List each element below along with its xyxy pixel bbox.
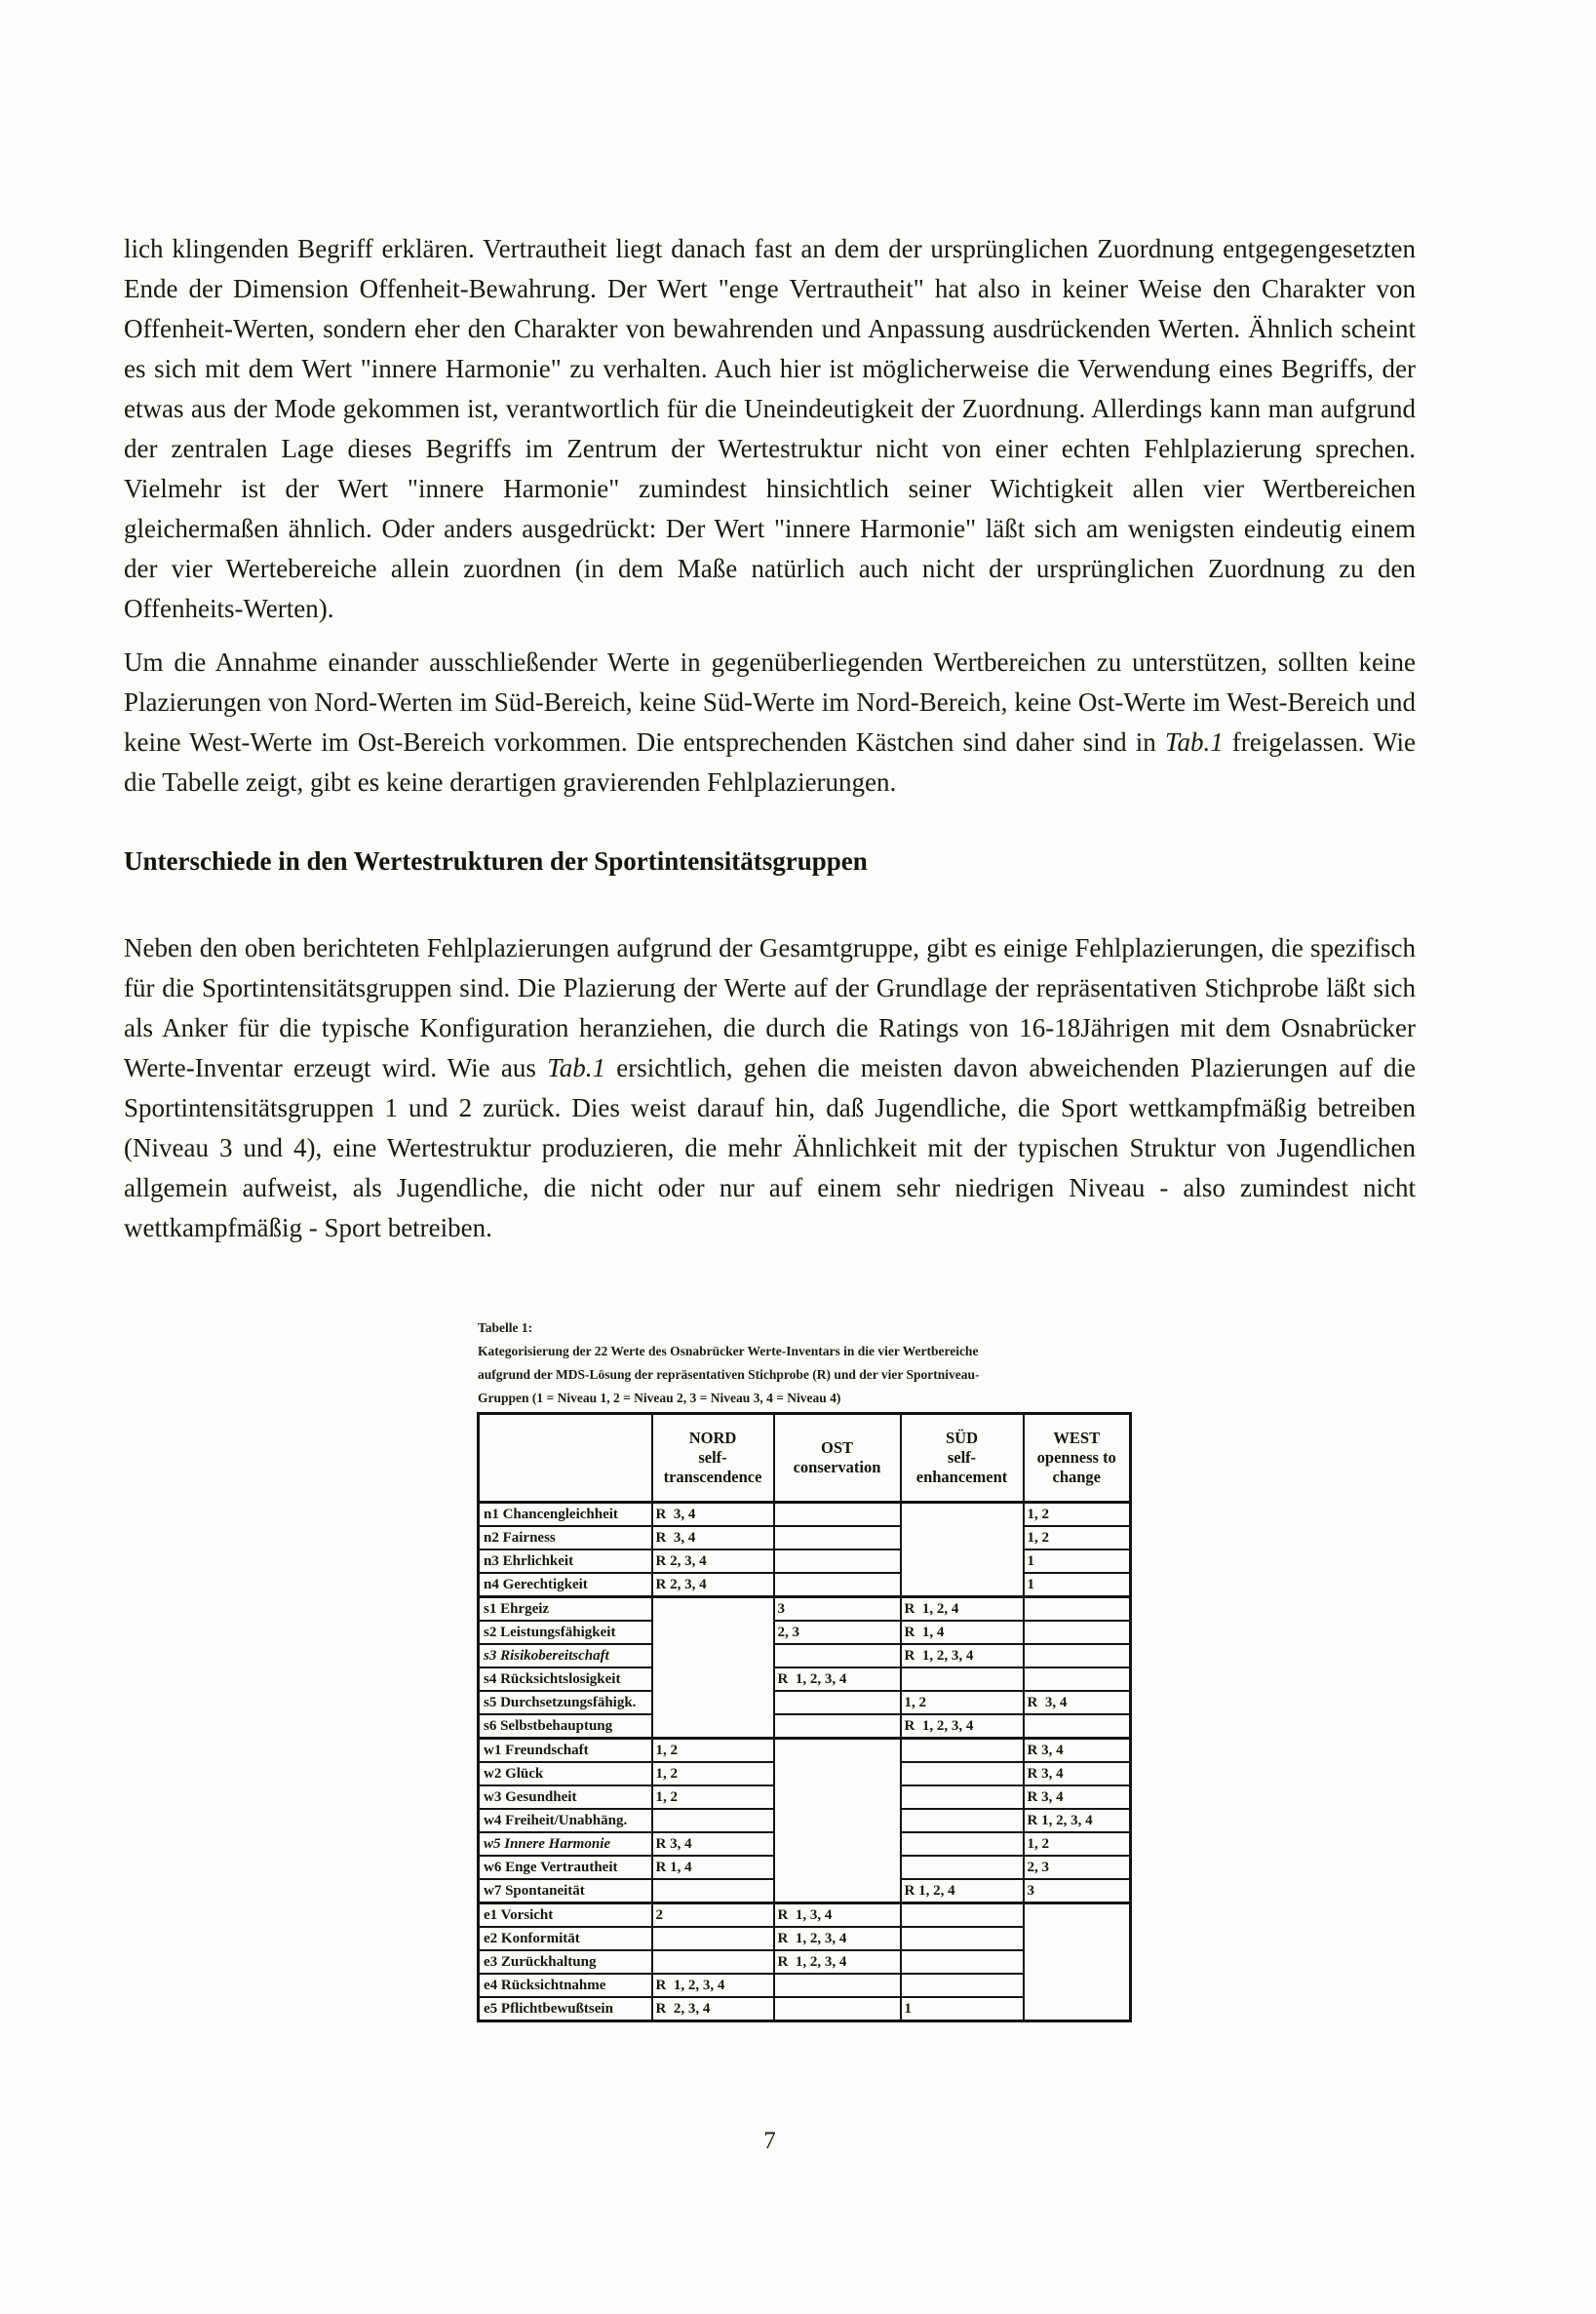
row-label: n2 Fairness	[479, 1526, 652, 1549]
column-header-line: enhancement	[915, 1468, 1008, 1486]
table-row	[479, 1644, 1131, 1667]
row-label: w2 Glück	[479, 1762, 652, 1785]
cell-west: R 1, 2, 3, 4	[1024, 1809, 1131, 1832]
cell-nord-freed	[652, 1621, 774, 1644]
row-label: w3 Gesundheit	[479, 1785, 652, 1809]
cell-ost: R 1, 2, 3, 4	[774, 1927, 901, 1950]
cell-sued-freed	[901, 1503, 1024, 1527]
cell-sued: R 1, 2, 3, 4	[901, 1714, 1024, 1739]
table-row	[479, 1903, 1131, 1928]
table-row	[479, 1503, 1131, 1527]
column-header-line: conservation	[793, 1458, 881, 1476]
row-label: e3 Zurückhaltung	[479, 1950, 652, 1974]
cell-west-freed	[1024, 1997, 1131, 2021]
cell-sued: R 1, 2, 4	[901, 1597, 1024, 1622]
row-label: s2 Leistungsfähigkeit	[479, 1621, 652, 1644]
table-reference: Tab.1	[547, 1053, 606, 1082]
table-row	[479, 1856, 1131, 1879]
table-caption-label: Tabelle 1:	[478, 1320, 533, 1335]
table-row	[479, 1597, 1131, 1622]
cell-west: 2, 3	[1024, 1856, 1131, 1879]
cell-ost: R 1, 2, 3, 4	[774, 1950, 901, 1974]
column-header-line: NORD	[688, 1429, 737, 1447]
cell-ost-freed	[774, 1762, 901, 1785]
table-row	[479, 1879, 1131, 1903]
cell-nord: 1, 2	[652, 1739, 774, 1763]
column-header-ost	[774, 1414, 901, 1503]
row-label: e1 Vorsicht	[479, 1903, 652, 1928]
cell-ost	[774, 1549, 901, 1573]
row-label: e2 Konformität	[479, 1927, 652, 1950]
cell-west-freed	[1024, 1927, 1131, 1950]
cell-sued-freed	[901, 1526, 1024, 1549]
row-label: s6 Selbstbehauptung	[479, 1714, 652, 1739]
table-row	[479, 1974, 1131, 1997]
paragraph-2-text-after: freigelassen. Wie die Tabelle zeigt, gibt es keine derartigen gravierenden Fehlplazierungen.	[124, 727, 1417, 797]
page-number: 7	[763, 2128, 776, 2154]
cell-ost-freed	[774, 1832, 901, 1856]
column-header-line: OST	[820, 1438, 854, 1457]
cell-nord	[652, 1879, 774, 1903]
table-row	[479, 1785, 1131, 1809]
row-label: s1 Ehrgeiz	[479, 1597, 652, 1622]
table-caption-line: aufgrund der MDS-Lösung der repräsentativen Stichprobe (R) und der vier Sportniveau-	[478, 1367, 980, 1382]
table-row	[479, 1667, 1131, 1691]
column-header-line: WEST	[1053, 1429, 1101, 1447]
cell-ost-freed	[774, 1809, 901, 1832]
cell-sued: R 1, 4	[901, 1621, 1024, 1644]
cell-nord: R 2, 3, 4	[652, 1549, 774, 1573]
cell-west: 1	[1024, 1573, 1131, 1597]
column-header-line: self-	[698, 1448, 727, 1467]
cell-nord	[652, 1950, 774, 1974]
cell-ost: 2, 3	[774, 1621, 901, 1644]
cell-west: 3	[1024, 1879, 1131, 1903]
column-header-nord	[652, 1414, 774, 1503]
cell-west-freed	[1024, 1903, 1131, 1928]
cell-west	[1024, 1667, 1131, 1691]
cell-sued-freed	[901, 1549, 1024, 1573]
row-label: w4 Freiheit/Unabhäng.	[479, 1809, 652, 1832]
body-paragraph-1: lich klingenden Begriff erklären. Vertrautheit liegt danach fast an dem der ursprünglichen Zuordnung entgegengesetzten Ende der Dimension Offenheit-Bewahrung. Der Wert "enge Vertrautheit" hat also in keiner Weise den Charakter von Offenheit-Werten, sondern eher den Charakter von bewahrenden und Anpassung ausdrückenden Werten. Ähnlich scheint es sich mit dem Wert "innere Harmonie" zu verhalten. Auch hier ist möglicherweise die Verwendung eines Begriffs, der etwas aus der Mode gekommen ist, verantwortlich für die Uneindeutigkeit der Zuordnung. Allerdings kann man aufgrund der zentralen Lage dieses Begriffs im Zentrum der Wertestruktur nicht von einer echten Fehlplazierung sprechen. Vielmehr ist der Wert "innere Harmonie" zumindest hinsichtlich seiner Wichtigkeit allen vier Wertbereichen gleichermaßen ähnlich. Oder anders ausgedrückt: Der Wert "innere Harmonie" läßt sich am wenigsten eindeutig einem der vier Wertebereiche allein zuordnen (in dem Maße natürlich auch nicht der ursprünglichen Zuordnung zu den Offenheits-Werten).	[124, 234, 1416, 623]
cell-sued: R 1, 2, 4	[901, 1879, 1024, 1903]
cell-ost	[774, 1974, 901, 1997]
row-label: s3 Risikobereitschaft	[479, 1644, 652, 1667]
cell-ost	[774, 1691, 901, 1714]
cell-nord: R 1, 4	[652, 1856, 774, 1879]
cell-west-freed	[1024, 1974, 1131, 1997]
body-paragraph-2	[124, 643, 1416, 803]
cell-nord: R 2, 3, 4	[652, 1997, 774, 2021]
column-header-west	[1024, 1414, 1131, 1503]
row-label: w5 Innere Harmonie	[479, 1832, 652, 1856]
cell-sued	[901, 1903, 1024, 1928]
cell-ost	[774, 1526, 901, 1549]
cell-west: 1, 2	[1024, 1832, 1131, 1856]
cell-sued	[901, 1974, 1024, 1997]
table-row	[479, 1714, 1131, 1739]
table-row	[479, 1573, 1131, 1597]
cell-nord-freed	[652, 1597, 774, 1622]
section-heading: Unterschiede in den Wertestrukturen der Sportintensitätsgruppen	[124, 846, 868, 877]
cell-sued	[901, 1667, 1024, 1691]
table-reference: Tab.1	[1164, 727, 1224, 757]
values-table	[477, 1412, 1132, 2022]
row-label: n3 Ehrlichkeit	[479, 1549, 652, 1573]
table-row	[479, 1809, 1131, 1832]
paragraph-3-text: Neben den oben berichteten Fehlplazierungen aufgrund der Gesamtgruppe, gibt es einige Fehlplazierungen, die spezifisch für die Sportintensitätsgruppen sind. Die Plazierung der Werte auf der Grundlage der repräsentativen Stichprobe läßt sich als Anker für die typische Konfiguration heranziehen, die durch die Ratings von 16-18Jährigen mit dem Osnabrücker Werte-Inventar erzeugt wird. Wie aus	[124, 933, 1416, 1082]
cell-sued	[901, 1832, 1024, 1856]
cell-west-freed	[1024, 1950, 1131, 1974]
body-paragraph-3	[124, 928, 1416, 1248]
cell-nord-freed	[652, 1691, 774, 1714]
cell-west	[1024, 1714, 1131, 1739]
values-table-wrapper	[477, 1412, 1132, 2022]
table-row	[479, 1621, 1131, 1644]
cell-ost-freed	[774, 1785, 901, 1809]
column-header-line: transcendence	[663, 1468, 762, 1486]
cell-nord-freed	[652, 1644, 774, 1667]
cell-nord: R 3, 4	[652, 1526, 774, 1549]
cell-ost: R 1, 3, 4	[774, 1903, 901, 1928]
row-label: n1 Chancengleichheit	[479, 1503, 652, 1527]
cell-ost	[774, 1573, 901, 1597]
table-row	[479, 1997, 1131, 2021]
cell-west: 1, 2	[1024, 1503, 1131, 1527]
cell-ost	[774, 1714, 901, 1739]
column-header-line: change	[1052, 1468, 1101, 1486]
cell-west: R 3, 4	[1024, 1785, 1131, 1809]
row-label: w7 Spontaneität	[479, 1879, 652, 1903]
cell-sued	[901, 1739, 1024, 1763]
cell-nord: R 2, 3, 4	[652, 1573, 774, 1597]
cell-nord: 2	[652, 1903, 774, 1928]
table-row	[479, 1739, 1131, 1763]
table-caption-text	[478, 1340, 1102, 1410]
row-label: w6 Enge Vertrautheit	[479, 1856, 652, 1879]
row-label: w1 Freundschaft	[479, 1739, 652, 1763]
table-row	[479, 1549, 1131, 1573]
cell-ost	[774, 1644, 901, 1667]
row-label: e4 Rücksichtnahme	[479, 1974, 652, 1997]
cell-ost-freed	[774, 1856, 901, 1879]
cell-west	[1024, 1621, 1131, 1644]
cell-nord-freed	[652, 1714, 774, 1739]
cell-sued: R 1, 2, 3, 4	[901, 1644, 1024, 1667]
cell-ost	[774, 1997, 901, 2021]
row-label: s4 Rücksichtslosigkeit	[479, 1667, 652, 1691]
table-caption	[478, 1316, 1102, 1410]
table-row	[479, 1762, 1131, 1785]
cell-nord: R 3, 4	[652, 1503, 774, 1527]
cell-nord: R 3, 4	[652, 1832, 774, 1856]
cell-sued: 1	[901, 1997, 1024, 2021]
table-row	[479, 1526, 1131, 1549]
cell-ost: R 1, 2, 3, 4	[774, 1667, 901, 1691]
cell-sued	[901, 1809, 1024, 1832]
table-row	[479, 1691, 1131, 1714]
paragraph-2-text: Um die Annahme einander ausschließender Werte in gegenüberliegenden Wertbereichen zu unterstützen, sollten keine Plazierungen von Nord-Werten im Süd-Bereich, keine Süd-Werte im Nord-Bereich, keine Ost-Werte im West-Bereich und keine West-Werte im Ost-Bereich vorkommen. Die entsprechenden Kästchen sind daher sind in	[124, 647, 1416, 757]
cell-west: 1	[1024, 1549, 1131, 1573]
cell-nord	[652, 1809, 774, 1832]
cell-west	[1024, 1597, 1131, 1622]
cell-ost-freed	[774, 1739, 901, 1763]
cell-sued	[901, 1785, 1024, 1809]
table-row	[479, 1927, 1131, 1950]
cell-nord-freed	[652, 1667, 774, 1691]
table-row	[479, 1950, 1131, 1974]
row-label: s5 Durchsetzungsfähigk.	[479, 1691, 652, 1714]
cell-west	[1024, 1644, 1131, 1667]
table-caption-line: Gruppen (1 = Niveau 1, 2 = Niveau 2, 3 = Niveau 3, 4 = Niveau 4)	[478, 1391, 841, 1405]
cell-west: R 3, 4	[1024, 1691, 1131, 1714]
paragraph-3-text-after: ersichtlich, gehen die meisten davon abweichenden Plazierungen auf die Sportintensitätsgruppen 1 und 2 zurück. Dies weist darauf hin, daß Jugendliche, die Sport wettkampfmäßig betreiben (Niveau 3 und 4), eine Wertestruktur produzieren, die mehr Ähnlichkeit mit der typischen Struktur von Jugendlichen allgemein aufweist, als Jugendliche, die nicht oder nur auf einem sehr niedrigen Niveau - also zumindest nicht wettkampfmäßig - Sport betreiben.	[124, 1053, 1416, 1242]
column-header-line: SÜD	[945, 1429, 978, 1447]
cell-sued	[901, 1950, 1024, 1974]
cell-nord: 1, 2	[652, 1762, 774, 1785]
column-header-sued	[901, 1414, 1024, 1503]
cell-ost	[774, 1503, 901, 1527]
column-header-line: openness to	[1036, 1448, 1116, 1467]
cell-sued: 1, 2	[901, 1691, 1024, 1714]
cell-sued	[901, 1927, 1024, 1950]
column-header-empty	[479, 1414, 652, 1503]
cell-west: R 3, 4	[1024, 1762, 1131, 1785]
cell-ost-freed	[774, 1879, 901, 1903]
cell-nord	[652, 1927, 774, 1950]
cell-sued	[901, 1856, 1024, 1879]
cell-ost: 3	[774, 1597, 901, 1622]
cell-sued-freed	[901, 1573, 1024, 1597]
cell-nord: R 1, 2, 3, 4	[652, 1974, 774, 1997]
table-caption-line: Kategorisierung der 22 Werte des Osnabrücker Werte-Inventars in die vier Wertbereiche	[478, 1344, 979, 1358]
cell-nord: 1, 2	[652, 1785, 774, 1809]
cell-west: 1, 2	[1024, 1526, 1131, 1549]
table-row	[479, 1832, 1131, 1856]
row-label: n4 Gerechtigkeit	[479, 1573, 652, 1597]
cell-sued	[901, 1762, 1024, 1785]
cell-west: R 3, 4	[1024, 1739, 1131, 1763]
row-label: e5 Pflichtbewußtsein	[479, 1997, 652, 2021]
column-header-line: self-	[947, 1448, 977, 1467]
